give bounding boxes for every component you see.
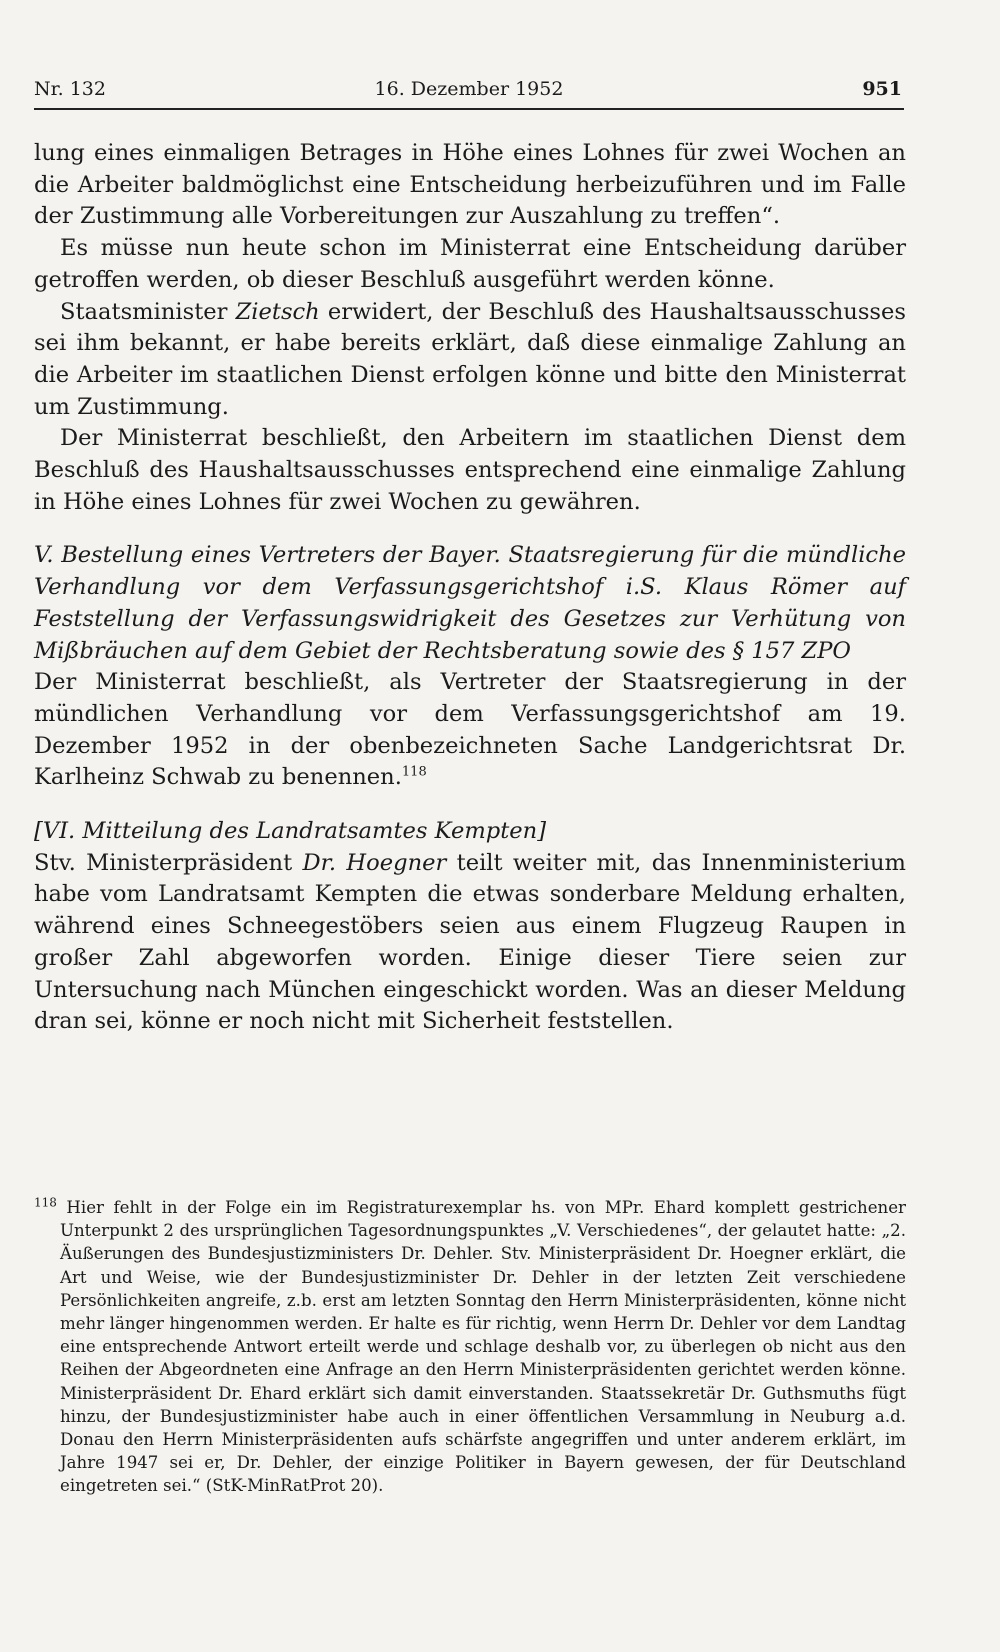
text-fragment: Stv. Ministerpräsident bbox=[34, 849, 303, 876]
footnote-text: Hier fehlt in der Folge ein im Registraturexemplar hs. von MPr. Ehard komplett gestrichener Unterpunkt 2 des ursprünglichen Tagesordnungspunktes „V. Verschiedenes“, der gelautet hatte: „2. Äußerungen des Bundesjustizministers Dr. Dehler. Stv. Ministerpräsident Dr. Hoegner erklärt, die Art und Weise, wie der Bundesjustizminister Dr. Dehler in der letzten Zeit verschiedene Persönlichkeiten angreife, z.b. erst am letzten Sonntag den Herrn Ministerpräsidenten, könne nicht mehr länger hingenommen werden. Er halte es für richtig, wenn Herrn Dr. Dehler vor dem Landtag eine entsprechende Antwort erteilt werde und schlage deshalb vor, zu überlegen ob nicht aus den Reihen der Abgeordneten eine Anfrage an den Herrn Ministerpräsidenten gerichtet werden könne. Ministerpräsident Dr. Ehard erklärt sich damit einverstanden. Staatssekretär Dr. Guthsmuths fügt hinzu, der Bundesjustizminister habe auch in einer öffentlichen Versammlung in Neuburg a.d. Donau den Herrn Ministerpräsidenten aufs schärfste angegriffen und unter anderem erklärt, im Jahre 1947 sei er, Dr. Dehler, der einzige Politiker in Bayern gewesen, der für Deutschland eingetreten sei.“ (StK-MinRatProt 20). bbox=[60, 1198, 906, 1496]
paragraph-zietsch bbox=[34, 297, 906, 424]
text-fragment: Der Ministerrat beschließt, als Vertreter der Staatsregierung in der mündlichen Verhandlung vor dem Verfassungsgerichtshof am 19. Dezember 1952 in der obenbezeichneten Sache Landgerichtsrat Dr. Karlheinz Schwab zu benennen. bbox=[34, 669, 906, 791]
document-number: Nr. 132 bbox=[34, 78, 106, 100]
footnote-118 bbox=[34, 1196, 906, 1498]
footnote-number: 118 bbox=[34, 1195, 57, 1210]
speaker-name: Dr. Hoegner bbox=[302, 849, 447, 876]
text-fragment: erwidert, der Beschluß des Haushaltsausschusses sei ihm bekannt, er habe bereits erklärt, daß diese einmalige Zahlung an die Arbeiter im staatlichen Dienst erfolgen könne und bitte den Ministerrat um Zustimmung. bbox=[34, 298, 906, 420]
paragraph-hoegner bbox=[34, 848, 906, 1038]
page-number: 951 bbox=[862, 78, 902, 100]
text-fragment: teilt weiter mit, das Innenministerium habe vom Landratsamt Kempten die etwas sonderbare Meldung erhalten, während eines Schneegestöbers seien aus einem Flugzeug Raupen in großer Zahl abgeworfen worden. Einige dieser Tiere seien zur Untersuchung nach München eingeschickt worden. Was an dieser Meldung dran sei, könne er noch nicht mit Sicherheit feststellen. bbox=[34, 849, 906, 1035]
paragraph-continuation: lung eines einmaligen Betrages in Höhe eines Lohnes für zwei Wochen an die Arbeiter baldmöglichst eine Entscheidung herbeizuführen und im Falle der Zustimmung alle Vorbereitungen zur Auszahlung zu treffen“. bbox=[34, 140, 906, 230]
text-fragment: Staatsminister bbox=[60, 298, 236, 325]
running-header bbox=[34, 74, 904, 110]
section-heading-vi: [VI. Mitteilung des Landratsamtes Kempten] bbox=[34, 818, 547, 845]
main-text bbox=[34, 138, 906, 1038]
paragraph-decision-request: Es müsse nun heute schon im Ministerrat eine Entscheidung darüber getroffen werden, ob dieser Beschluß ausgeführt werden könne. bbox=[34, 235, 906, 293]
header-date: 16. Dezember 1952 bbox=[374, 78, 564, 100]
section-heading-v: V. Bestellung eines Vertreters der Bayer. Staatsregierung für die mündliche Verhandlung vor dem Verfassungsgerichtshof i.S. Klaus Römer auf Feststellung der Verfassungswidrigkeit des Gesetzes zur Verhütung von Mißbräuchen auf dem Gebiet der Rechtsberatung sowie des § 157 ZPO bbox=[34, 542, 906, 664]
paragraph-representative bbox=[34, 667, 906, 794]
speaker-name: Zietsch bbox=[235, 298, 320, 325]
footnote-reference: 118 bbox=[401, 764, 427, 780]
paragraph-resolution: Der Ministerrat beschließt, den Arbeitern im staatlichen Dienst dem Beschluß des Haushaltsausschusses entsprechend eine einmalige Zahlung in Höhe eines Lohnes für zwei Wochen zu gewähren. bbox=[34, 425, 906, 515]
